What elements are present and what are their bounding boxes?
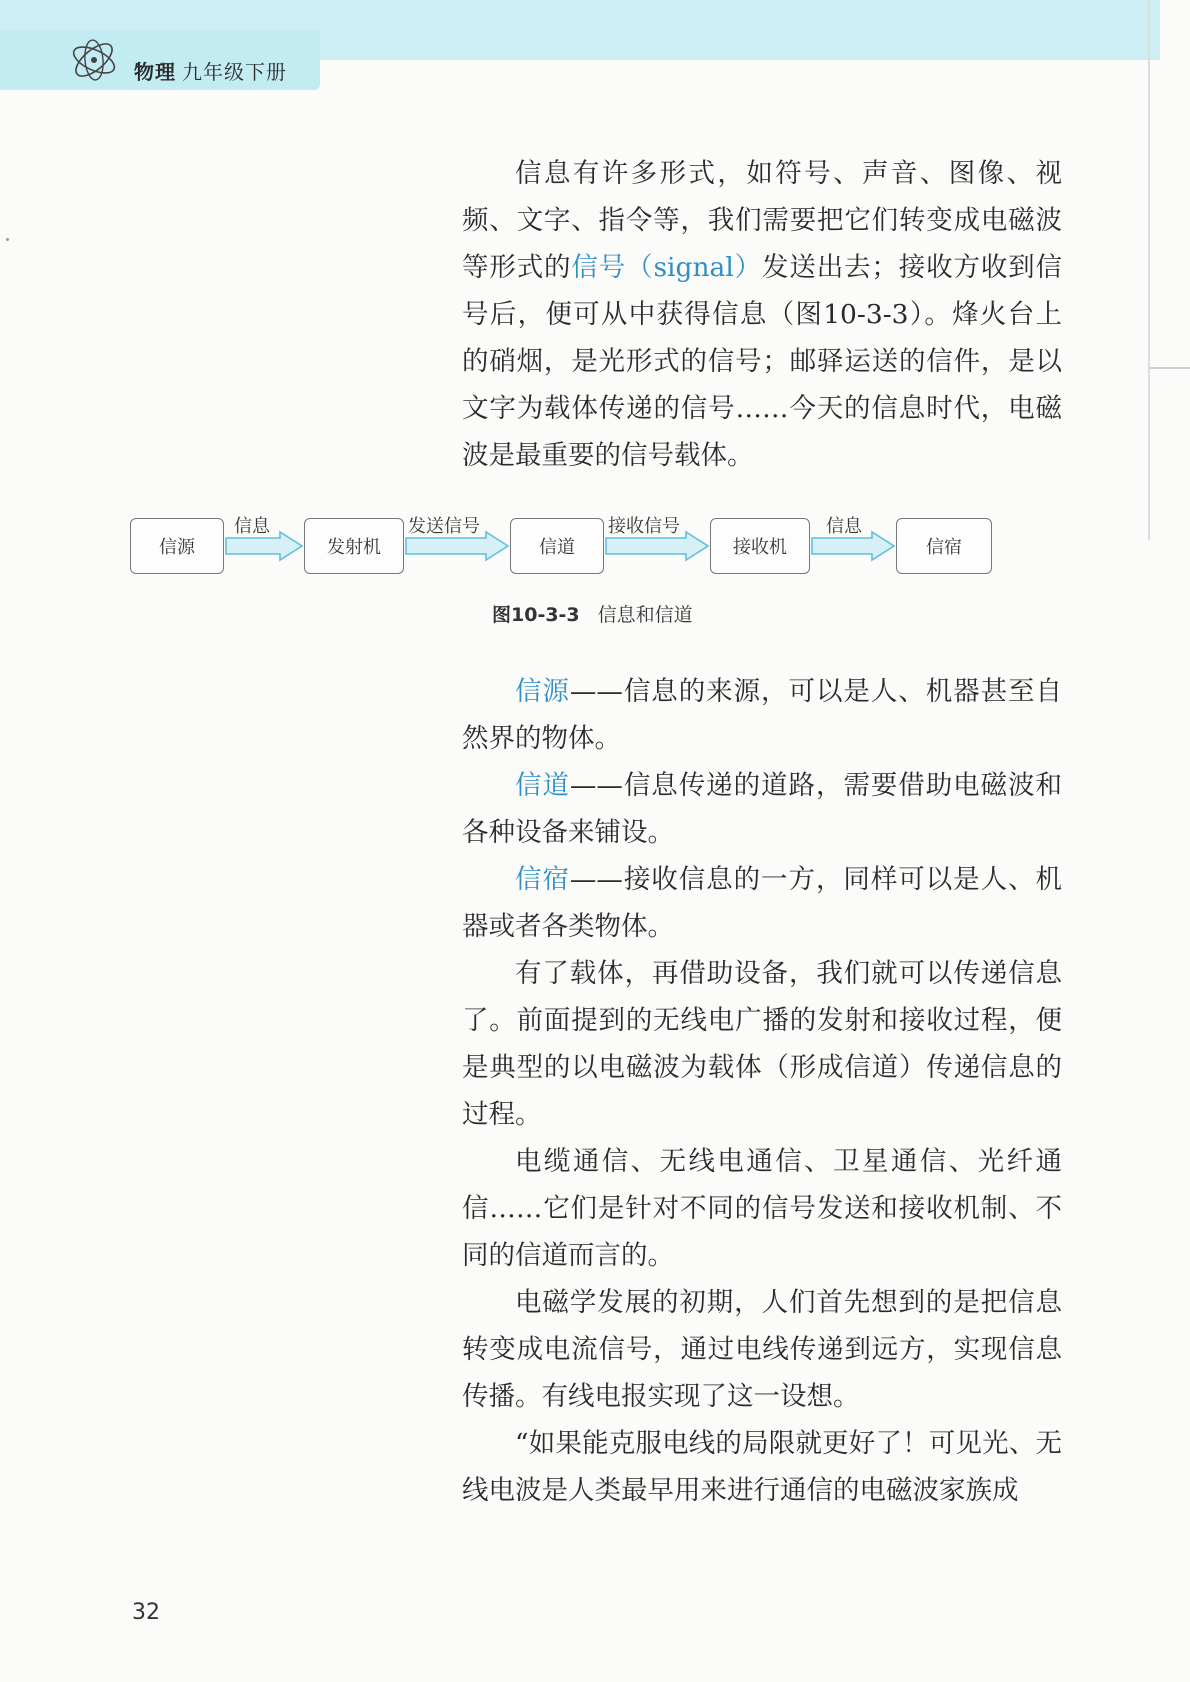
- edge-label-send-signal: 发送信号: [408, 516, 480, 537]
- header-subject: 物理: [134, 60, 176, 84]
- term-destination: 信宿: [515, 864, 570, 895]
- node-destination: 信宿: [896, 518, 992, 574]
- info-channel-diagram: [130, 512, 1070, 582]
- page-number: 32: [132, 1600, 160, 1625]
- scan-speck: [6, 238, 9, 241]
- paragraph-signal: 信息有许多形式，如符号、声音、图像、视频、文字、指令等，我们需要把它们转变成电磁波等形式的信号（signal）发送出去；接收方收到信号后，便可从中获得信息（图10-3-3）。烽火台上的硝烟，是光形式的信号；邮驿运送的信件，是以文字为载体传递的信号……今天的信息时代，电磁波是最重要的信号载体。: [462, 158, 1063, 471]
- running-header: [134, 56, 287, 85]
- node-source: 信源: [130, 518, 224, 574]
- paragraph: “如果能克服电线的局限就更好了！可见光、无线电波是人类最早用来进行通信的电磁波家族成: [462, 1428, 1062, 1506]
- node-receiver: 接收机: [710, 518, 810, 574]
- node-transmitter: 发射机: [304, 518, 404, 574]
- node-channel: 信道: [510, 518, 604, 574]
- term-channel: 信道: [515, 770, 570, 801]
- caption-text: 信息和信道: [597, 604, 693, 626]
- paragraph: 有了载体，再借助设备，我们就可以传递信息了。前面提到的无线电广播的发射和接收过程，便是典型的以电磁波为载体（形成信道）传递信息的过程。: [462, 958, 1062, 1130]
- definition-source: 信源——信息的来源，可以是人、机器甚至自然界的物体。: [462, 676, 1063, 754]
- caption-number: 图10-3-3: [492, 604, 580, 626]
- edge-label-receive-signal: 接收信号: [608, 516, 680, 537]
- definition-destination: 信宿——接收信息的一方，同样可以是人、机器或者各类物体。: [462, 864, 1063, 942]
- header-grade: 九年级下册: [182, 60, 287, 84]
- term-signal: 信号（signal）: [571, 252, 763, 283]
- margin-rule: [1148, 0, 1150, 540]
- definition-channel: 信道——信息传递的道路，需要借助电磁波和各种设备来铺设。: [462, 770, 1063, 848]
- margin-tick: [1150, 367, 1190, 369]
- body-text: [462, 668, 1062, 1514]
- figure-caption: [492, 600, 693, 627]
- atom-orbit-icon: [68, 34, 120, 86]
- intro-text: [462, 150, 1062, 479]
- paragraph: 电磁学发展的初期，人们首先想到的是把信息转变成电流信号，通过电线传递到远方，实现信息传播。有线电报实现了这一设想。: [462, 1287, 1062, 1412]
- paragraph: 电缆通信、无线电通信、卫星通信、光纤通信……它们是针对不同的信号发送和接收机制、不同的信道而言的。: [462, 1146, 1062, 1271]
- term-source: 信源: [515, 676, 570, 707]
- edge-label-info-out: 信息: [826, 516, 862, 537]
- edge-label-info: 信息: [234, 516, 270, 537]
